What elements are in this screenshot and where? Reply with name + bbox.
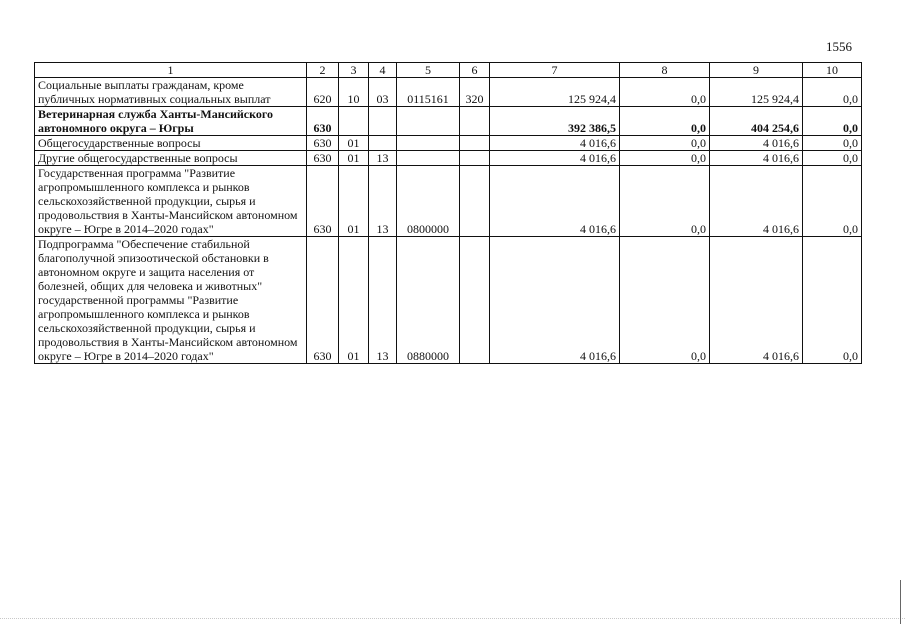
budget-table — [34, 62, 862, 364]
cell-amount-next: 4 016,6 — [710, 151, 803, 166]
cell-ministry: 630 — [307, 136, 339, 151]
table-row — [35, 107, 862, 136]
header-cell: 10 — [803, 63, 862, 78]
cell-amount-federal: 0,0 — [620, 78, 710, 107]
cell-section: 10 — [339, 78, 369, 107]
cell-expense-type: 320 — [460, 78, 490, 107]
row-name: Подпрограмма "Обеспечение стабильной благополучной эпизоотической обстановки в автономном округе и защита населения от болезней, общих для человека и животных" государственной программы "Развитие агропромышленного комплекса и рынков сельскохозяйственной продукции, сырья и продовольствия в Ханты-Мансийском автономном округе – Югре в 2014–2020 годах" — [35, 237, 307, 364]
cell-expense-type — [460, 151, 490, 166]
row-name: Общегосударственные вопросы — [35, 136, 307, 151]
cell-section: 01 — [339, 136, 369, 151]
header-row — [35, 63, 862, 78]
header-cell: 1 — [35, 63, 307, 78]
header-cell: 3 — [339, 63, 369, 78]
cell-amount-federal: 0,0 — [620, 237, 710, 364]
cell-section: 01 — [339, 151, 369, 166]
header-cell: 2 — [307, 63, 339, 78]
page-number: 1556 — [826, 39, 852, 54]
cell-subsection: 13 — [369, 237, 397, 364]
cell-amount: 4 016,6 — [490, 166, 620, 237]
cell-ministry: 630 — [307, 107, 339, 136]
header-cell: 8 — [620, 63, 710, 78]
cell-amount-next-federal: 0,0 — [803, 151, 862, 166]
cell-target-article: 0800000 — [397, 166, 460, 237]
cell-amount-federal: 0,0 — [620, 136, 710, 151]
table-row — [35, 136, 862, 151]
cell-amount-next-federal: 0,0 — [803, 237, 862, 364]
cell-amount-federal: 0,0 — [620, 107, 710, 136]
cell-section: 01 — [339, 166, 369, 237]
cell-ministry: 630 — [307, 151, 339, 166]
cell-expense-type — [460, 107, 490, 136]
header-cell: 7 — [490, 63, 620, 78]
table-row — [35, 78, 862, 107]
cell-target-article — [397, 107, 460, 136]
row-name: Ветеринарная служба Ханты-Мансийского автономного округа – Югры — [35, 107, 307, 136]
cell-amount-federal: 0,0 — [620, 151, 710, 166]
table-row — [35, 237, 862, 364]
cell-amount-next: 4 016,6 — [710, 237, 803, 364]
cell-expense-type — [460, 136, 490, 151]
cell-amount: 4 016,6 — [490, 151, 620, 166]
cell-expense-type — [460, 166, 490, 237]
cell-amount-next: 4 016,6 — [710, 166, 803, 237]
cell-amount-federal: 0,0 — [620, 166, 710, 237]
cell-amount-next: 4 016,6 — [710, 136, 803, 151]
cell-amount-next-federal: 0,0 — [803, 166, 862, 237]
cell-subsection — [369, 107, 397, 136]
cell-expense-type — [460, 237, 490, 364]
header-cell: 4 — [369, 63, 397, 78]
cell-amount: 4 016,6 — [490, 237, 620, 364]
cell-section — [339, 107, 369, 136]
cell-subsection — [369, 136, 397, 151]
cell-target-article: 0115161 — [397, 78, 460, 107]
cell-amount: 392 386,5 — [490, 107, 620, 136]
row-name: Другие общегосударственные вопросы — [35, 151, 307, 166]
cell-amount-next-federal: 0,0 — [803, 136, 862, 151]
cell-section: 01 — [339, 237, 369, 364]
cell-target-article — [397, 151, 460, 166]
table-row — [35, 151, 862, 166]
cell-ministry: 630 — [307, 166, 339, 237]
cell-amount-next-federal: 0,0 — [803, 78, 862, 107]
header-cell: 6 — [460, 63, 490, 78]
scan-edge-mark — [900, 580, 901, 624]
cell-target-article — [397, 136, 460, 151]
row-name: Социальные выплаты гражданам, кроме публичных нормативных социальных выплат — [35, 78, 307, 107]
cell-target-article: 0880000 — [397, 237, 460, 364]
table-row — [35, 166, 862, 237]
scan-dotted-line — [0, 618, 905, 620]
cell-amount: 125 924,4 — [490, 78, 620, 107]
header-cell: 9 — [710, 63, 803, 78]
cell-ministry: 620 — [307, 78, 339, 107]
cell-subsection: 03 — [369, 78, 397, 107]
row-name: Государственная программа "Развитие агропромышленного комплекса и рынков сельскохозяйственной продукции, сырья и продовольствия в Ханты-Мансийском автономном округе – Югре в 2014–2020 годах" — [35, 166, 307, 237]
cell-amount-next: 125 924,4 — [710, 78, 803, 107]
cell-ministry: 630 — [307, 237, 339, 364]
header-cell: 5 — [397, 63, 460, 78]
cell-amount-next-federal: 0,0 — [803, 107, 862, 136]
cell-subsection: 13 — [369, 151, 397, 166]
cell-subsection: 13 — [369, 166, 397, 237]
cell-amount-next: 404 254,6 — [710, 107, 803, 136]
cell-amount: 4 016,6 — [490, 136, 620, 151]
